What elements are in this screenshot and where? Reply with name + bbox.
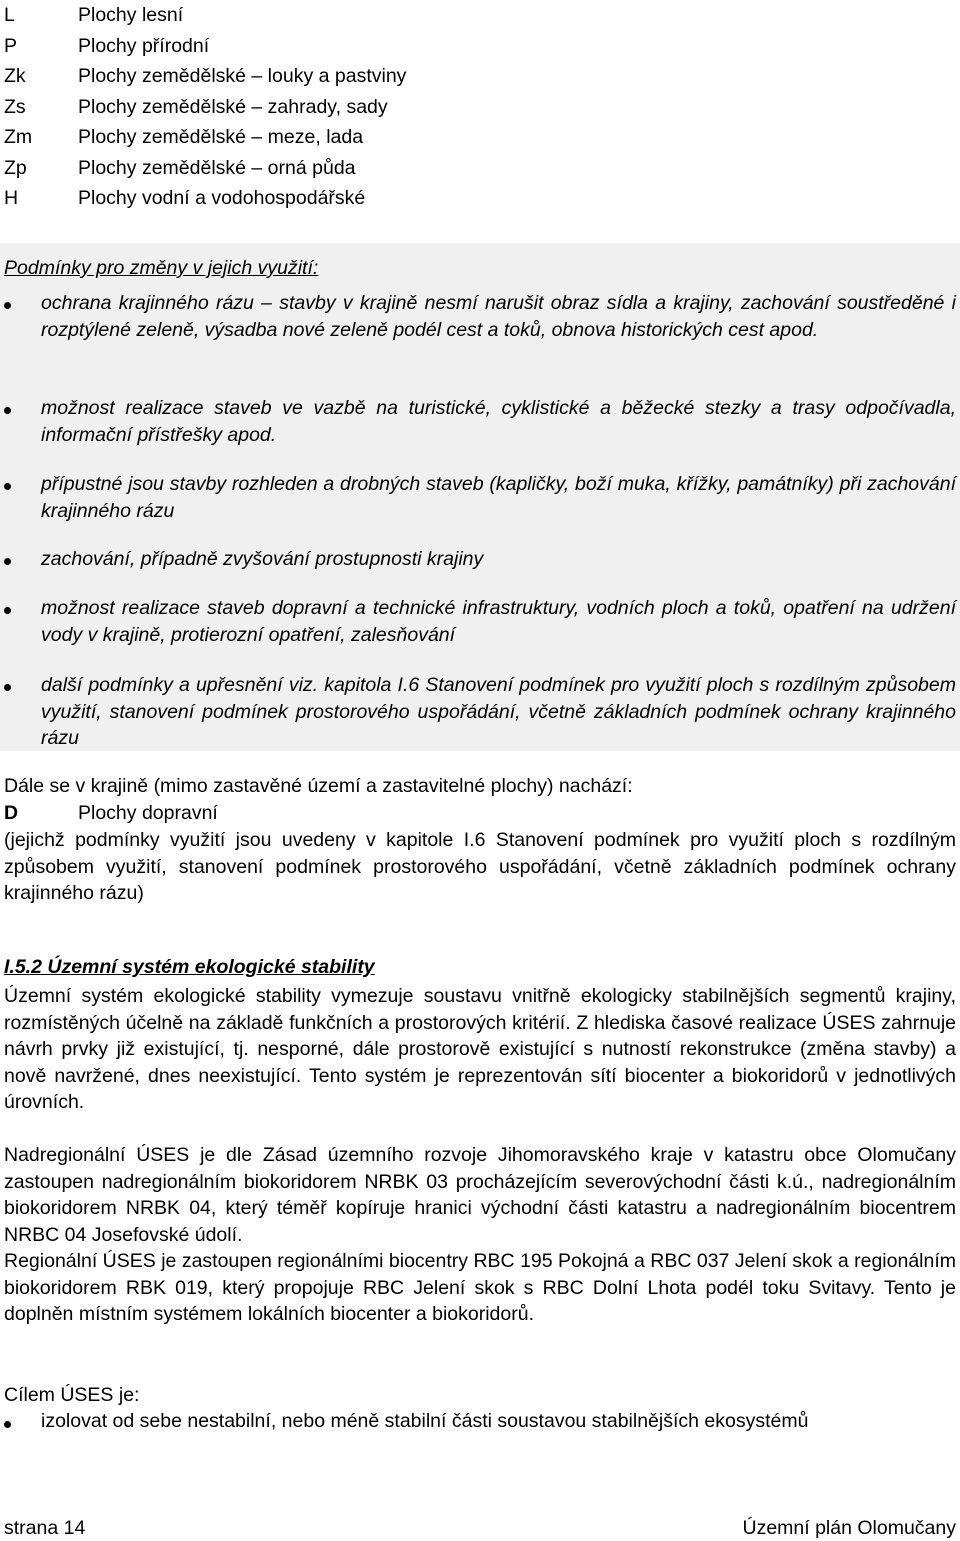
section-heading: I.5.2 Územní systém ekologické stability [4,956,375,978]
bullet-icon [4,483,11,490]
abbreviation-list [4,0,954,214]
conditions-item-text: zachování, případně zvyšování prostupnosti krajiny [41,548,484,570]
landscape-label: Plochy dopravní [78,802,218,824]
abbreviation-code: P [4,34,18,57]
section-paragraph: Územní systém ekologické stability vymezuje soustavu vnitřně ekologicky stabilnějších segmentů krajiny, rozmístěných účelně na základě funkčních a prostorových kritérií. Z hlediska časové realizace ÚSES zahrnuje návrh prvky již existující, tj. nesporné, dále prostorově existující s nutností rekonstrukce (změna stavby) a nově navržené, dnes neexistující. Tento systém je reprezentován sítí biocenter a biokoridorů v jednotlivých úrovních. [4,985,956,1113]
section-paragraph: Regionální ÚSES je zastoupen regionálními biocentry RBC 195 Pokojná a RBC 037 Jelení skok a regionálním biokoridorem RBK 019, který propojuje RBC Jelení skok s RBC Dolní Lhota podél toku Svitavy. Tento je doplněn místním systémem lokálních biocenter a biokoridorů. [4,1250,956,1325]
landscape-item [4,800,218,826]
bullet-icon [4,684,11,691]
conditions-item-text: další podmínky a upřesnění viz. kapitola I.6 Stanovení podmínek pro využití ploch s rozdílným způsobem využití, stanovení podmínek prostorového uspořádání, včetně základních podmínek ochrany krajinného rázu [41,674,956,749]
abbreviation-code: Zk [4,65,26,87]
abbreviation-row [4,183,954,214]
abbreviation-label: Plochy vodní a vodohospodářské [78,187,366,209]
abbreviation-row [4,122,954,153]
abbreviation-label: Plochy zemědělské – orná půda [78,156,356,179]
abbreviation-label: Plochy zemědělské – louky a pastviny [78,65,407,87]
abbreviation-label: Plochy přírodní [78,34,210,57]
abbreviation-row [4,92,954,123]
abbreviation-code: L [4,4,15,26]
abbreviation-label: Plochy zemědělské – meze, lada [78,126,364,148]
conditions-item-text: možnost realizace staveb ve vazbě na turistické, cyklistické a běžecké stezky a trasy odpočívadla, informační přístřešky apod. [41,397,956,446]
conditions-item-text: ochrana krajinného rázu – stavby v krajině nesmí narušit obraz sídla a krajiny, zachování soustředěné i rozptýlené zeleně, výsadba nové zeleně podél cest a toků, obnova historických cest apod. [41,292,956,341]
footer-page-number: strana 14 [4,1517,86,1539]
conditions-item-text: přípustné jsou stavby rozhleden a drobných staveb (kapličky, boží muka, křížky, památníky) při zachování krajinného rázu [41,473,956,522]
abbreviation-label: Plochy lesní [78,4,184,26]
bullet-icon [4,558,11,565]
goal-item-text: izolovat od sebe nestabilní, nebo méně stabilní části soustavou stabilnějších ekosystémů [41,1410,809,1432]
section-paragraph: Nadregionální ÚSES je dle Zásad územního rozvoje Jihomoravského kraje v katastru obce Olomučany zastoupen nadregionálním biokoridorem NRBK 03 procházejícím severovýchodní části k.ú., nadregionálním biokoridorem NRBK 04, který téměř kopíruje hranici východní části katastru a nadregionálním biocentrem NRBC 04 Josefovské údolí. [4,1144,956,1246]
abbreviation-code: Zs [4,95,26,118]
landscape-code: D [4,802,19,824]
abbreviation-code: Zm [4,126,33,148]
abbreviation-row [4,31,954,62]
abbreviation-row [4,153,954,184]
bullet-icon [4,302,11,309]
landscape-note: (jejichž podmínky využití jsou uvedeny v kapitole I.6 Stanovení podmínek pro využití ploch s rozdílným způsobem využití, stanovení podmínek prostorového uspořádání, včetně základních podmínek ochrany krajinného rázu) [4,829,956,904]
abbreviation-row [4,61,954,92]
abbreviation-row [4,0,954,31]
footer-document-title: Územní plán Olomučany [742,1517,956,1539]
landscape-intro: Dále se v krajině (mimo zastavěné území a zastavitelné plochy) nachází: [4,775,633,797]
abbreviation-code: Zp [4,156,27,179]
abbreviation-code: H [4,187,19,209]
bullet-icon [4,1421,11,1428]
goal-title: Cílem ÚSES je: [4,1384,140,1406]
conditions-title: Podmínky pro změny v jejich využití: [4,257,319,279]
bullet-icon [4,607,11,614]
abbreviation-label: Plochy zemědělské – zahrady, sady [78,95,388,118]
conditions-item-text: možnost realizace staveb dopravní a technické infrastruktury, vodních ploch a toků, opatření na udržení vody v krajině, protierozní opatření, zalesňování [41,597,956,646]
bullet-icon [4,407,11,414]
